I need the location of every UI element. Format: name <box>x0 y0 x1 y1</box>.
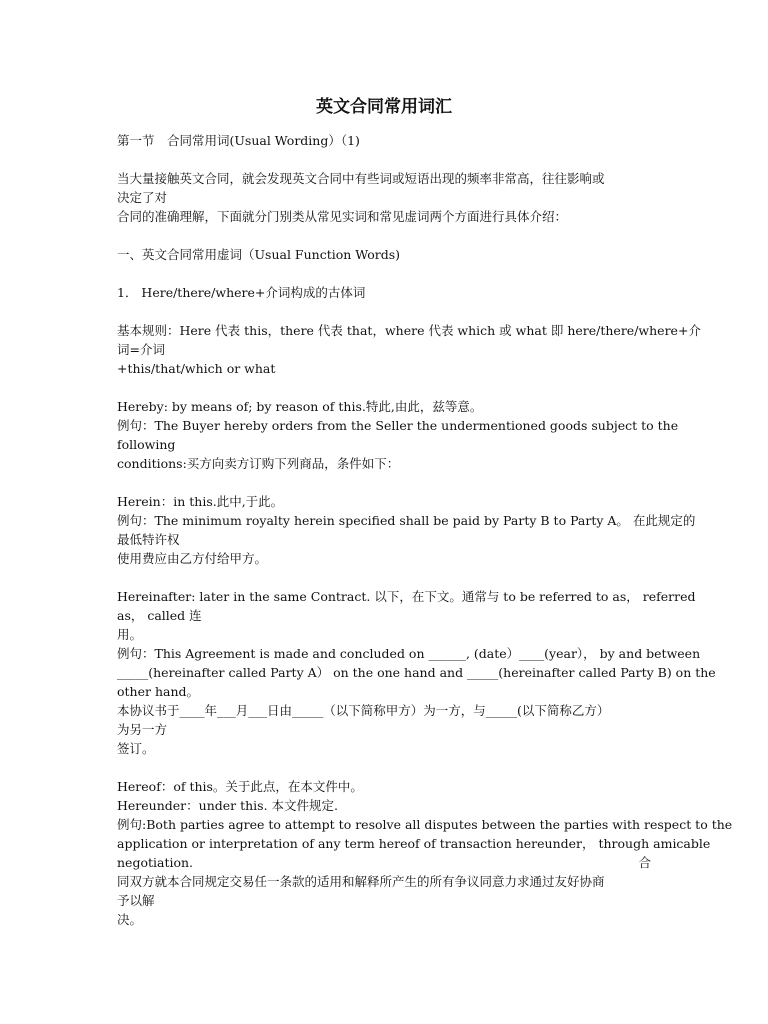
text-line: 例句：This Agreement is made and concluded on ______, (date）____(year）， by and between <box>117 646 701 661</box>
text-line: Herein：in this.此中,于此。 <box>117 494 284 509</box>
paragraph-gap <box>117 473 651 492</box>
text-line: _____(hereinafter called Party A） on the one hand and _____(hereinafter called Party B) on the <box>117 665 716 680</box>
document-title: 英文合同常用词汇 <box>316 97 452 117</box>
paragraph-gap <box>117 302 651 321</box>
text-line: 当大量接触英文合同，就会发现英文合同中有些词或短语出现的频率非常高，往往影响或 <box>117 171 605 186</box>
text-line: Hereof：of this。关于此点，在本文件中。 <box>117 779 363 794</box>
text-line: Hereinafter: later in the same Contract. 以下，在下文。通常与 to be referred to as， referred <box>117 589 696 604</box>
text-line: 决。 <box>117 912 143 927</box>
text-line: 使用费应由乙方付给甲方。 <box>117 551 268 566</box>
text-line: 最低特许权 <box>117 532 180 547</box>
text-line: 签订。 <box>117 741 155 756</box>
text-line: 用。 <box>117 627 143 642</box>
paragraph-gap <box>117 226 651 245</box>
text-line: conditions:买方向卖方订购下列商品，条件如下： <box>117 456 400 471</box>
text-line: 为另一方 <box>117 722 168 737</box>
paragraph-gap <box>117 264 651 283</box>
text-line: negotiation.合 <box>117 855 651 870</box>
paragraph-gap <box>117 568 651 587</box>
text-line: 予以解 <box>117 893 155 908</box>
text-line: 基本规则：Here 代表 this，there 代表 that，where 代表 which 或 what 即 here/there/where+介 <box>117 323 701 338</box>
text-line: Hereunder：under this. 本文件规定. <box>117 798 339 813</box>
text-line: +this/that/which or what <box>117 361 276 376</box>
text-line: as， called 连 <box>117 608 202 623</box>
text-line: 词=介词 <box>117 342 165 357</box>
text-line: application or interpretation of any term hereof of transaction hereunder， through amicable <box>117 836 711 851</box>
text-line: 例句：The Buyer hereby orders from the Seller the undermentioned goods subject to the <box>117 418 679 433</box>
text-line: 本协议书于____年___月___日由_____（以下简称甲方）为一方，与_____(以下简称乙方） <box>117 703 610 718</box>
text-line: 例句:Both parties agree to attempt to resolve all disputes between the parties with respect to the <box>117 817 733 832</box>
document-body <box>117 131 733 929</box>
paragraph-gap <box>117 758 651 777</box>
text-line: 1． Here/there/where+介词构成的古体词 <box>117 285 366 300</box>
text-line: 第一节 合同常用词(Usual Wording）（1) <box>117 133 360 148</box>
text-line: other hand。 <box>117 684 200 699</box>
text-line: 同双方就本合同规定交易任一条款的适用和解释所产生的所有争议同意力求通过友好协商 <box>117 874 605 889</box>
text-line: 一、英文合同常用虚词（Usual Function Words) <box>117 247 401 262</box>
text-line: 合同的准确理解，下面就分门别类从常见实词和常见虚词两个方面进行具体介绍： <box>117 209 568 224</box>
text-line: following <box>117 437 176 452</box>
paragraph-gap <box>117 378 651 397</box>
text-line: 决定了对 <box>117 190 168 205</box>
text-line: Hereby: by means of; by reason of this.特此,由此，兹等意。 <box>117 399 483 414</box>
text-line: 例句：The minimum royalty herein specified shall be paid by Party B to Party A。 在此规定的 <box>117 513 696 528</box>
paragraph-gap <box>117 150 651 169</box>
